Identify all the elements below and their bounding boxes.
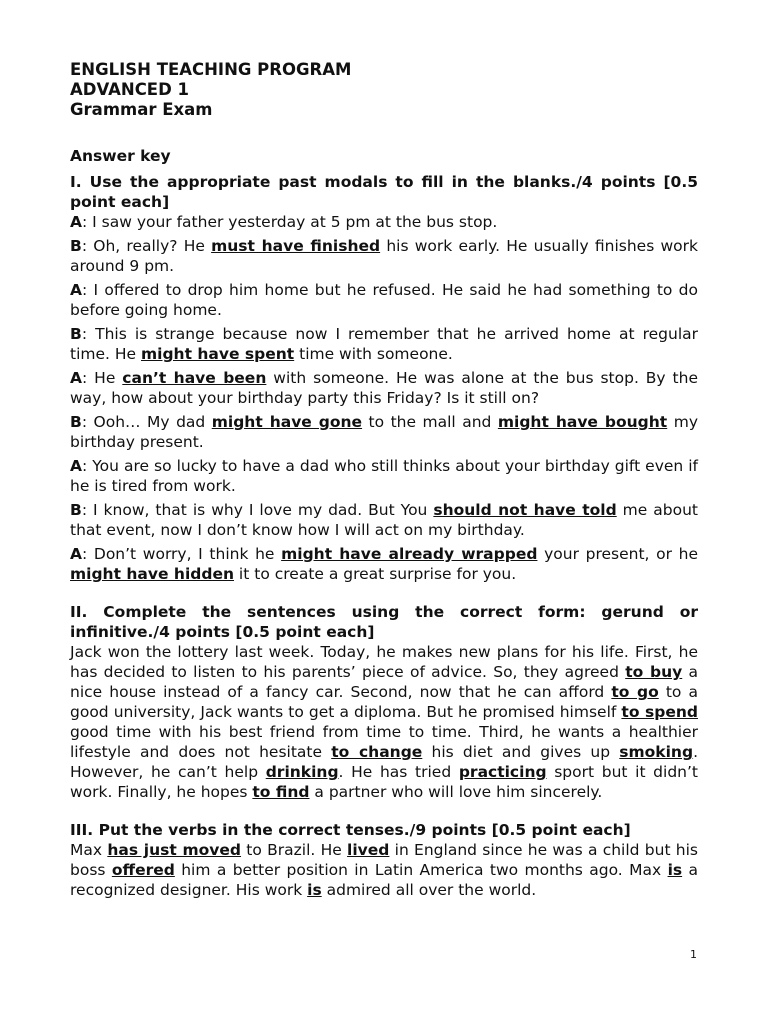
body-text: admired all over the world. — [321, 881, 537, 899]
answer-text: can’t have been — [122, 369, 267, 387]
body-text: : He — [82, 369, 123, 387]
text-paragraph — [70, 412, 698, 452]
speaker-label: B — [70, 413, 82, 431]
answer-text: is — [307, 881, 322, 899]
section-title: II. Complete the sentences using the correct form: gerund or infinitive./4 points [0.5 point each] — [70, 603, 698, 641]
text-paragraph — [70, 840, 698, 900]
body-text: : I saw your father yesterday at 5 pm at the bus stop. — [82, 213, 498, 231]
text-paragraph — [70, 212, 698, 232]
body-text: it to create a great surprise for you. — [234, 565, 517, 583]
body-text: . He has tried — [338, 763, 459, 781]
section-title: I. Use the appropriate past modals to fill in the blanks./4 points [0.5 point each] — [70, 173, 698, 211]
body-text: his work early. He usually finishes work around 9 pm. — [70, 237, 698, 275]
answer-text: practicing — [458, 763, 547, 781]
speaker-label: A — [70, 281, 82, 299]
program-title: ENGLISH TEACHING PROGRAM — [70, 60, 352, 79]
body-text: Jack won the lottery last week. Today, he makes new plans for his life. First, he has decided to listen to his parents’ piece of advice. So, they agreed — [70, 643, 698, 681]
body-text: Max — [70, 841, 108, 859]
text-paragraph — [70, 456, 698, 496]
body-text: with someone. He was alone at the bus stop. By the way, how about your birthday party this Friday? Is it still on? — [70, 369, 698, 407]
answer-text: might have hidden — [70, 565, 234, 583]
answer-text: to find — [252, 783, 310, 801]
answer-key-heading: Answer key — [70, 147, 171, 165]
body-text: a partner who will love him sincerely. — [309, 783, 603, 801]
body-text: to the mall and — [362, 413, 498, 431]
speaker-label: A — [70, 545, 82, 563]
body-text: sport but it didn’t work. Finally, he hopes — [70, 763, 698, 801]
speaker-label: A — [70, 369, 82, 387]
body-text: him a better position in Latin America two months ago. Max — [174, 861, 668, 879]
body-text: : I offered to drop him home but he refused. He said he had something to do before going home. — [70, 281, 698, 319]
answer-text: might have spent — [141, 345, 295, 363]
answer-text: drinking — [265, 763, 339, 781]
dialogue-lines — [70, 212, 698, 584]
body-text: : Oh, really? He — [81, 237, 212, 255]
section-title: III. Put the verbs in the correct tenses./9 points [0.5 point each] — [70, 821, 631, 839]
text-paragraph — [70, 544, 698, 584]
answer-text: might have gone — [211, 413, 363, 431]
body-text: to a good university, Jack wants to get a diploma. But he promised himself — [70, 683, 698, 721]
text-paragraph — [70, 236, 698, 276]
paragraph-lines — [70, 642, 698, 802]
body-text: my birthday present. — [70, 413, 698, 451]
body-text: a nice house instead of a fancy car. Second, now that he can afford — [70, 663, 698, 701]
answer-text: has just moved — [107, 841, 242, 859]
body-text: me about that event, now I don’t know how I will act on my birthday. — [70, 501, 698, 539]
body-text: your present, or he — [537, 545, 698, 563]
answer-text: is — [667, 861, 683, 879]
speaker-label: B — [70, 325, 82, 343]
speaker-label: B — [70, 501, 82, 519]
body-text: : I know, that is why I love my dad. But You — [81, 501, 434, 519]
body-text: . However, he can’t help — [70, 743, 698, 781]
section-verb-tenses — [70, 820, 698, 900]
level-title: ADVANCED 1 — [70, 80, 189, 99]
body-text: in England since he was a child but his boss — [70, 841, 698, 879]
body-text: to Brazil. He — [241, 841, 348, 859]
answer-text: smoking — [619, 743, 694, 761]
text-paragraph — [70, 280, 698, 320]
answer-text: to buy — [625, 663, 683, 681]
section-gerund-infinitive — [70, 602, 698, 802]
body-text: : Don’t worry, I think he — [82, 545, 282, 563]
answer-text: might have already wrapped — [281, 545, 538, 563]
speaker-label: A — [70, 213, 82, 231]
body-text: : You are so lucky to have a dad who still thinks about your birthday gift even if he is tired from work. — [70, 457, 698, 495]
text-paragraph — [70, 642, 698, 802]
answer-text: should not have told — [433, 501, 617, 519]
exam-title: Grammar Exam — [70, 100, 213, 119]
body-text: : Ooh… My dad — [81, 413, 212, 431]
body-text: a recognized designer. His work — [70, 861, 698, 899]
answer-text: to change — [331, 743, 423, 761]
body-text: his diet and gives up — [422, 743, 620, 761]
answer-text: offered — [111, 861, 175, 879]
section-past-modals — [70, 172, 698, 584]
body-text: time with someone. — [294, 345, 453, 363]
speaker-label: A — [70, 457, 82, 475]
text-paragraph — [70, 324, 698, 364]
answer-text: to go — [611, 683, 659, 701]
body-text: good time with his best friend from time to time. Third, he wants a healthier lifestyle and does not hesitate — [70, 723, 698, 761]
text-paragraph — [70, 500, 698, 540]
paragraph-lines — [70, 840, 698, 900]
speaker-label: B — [70, 237, 82, 255]
text-paragraph — [70, 368, 698, 408]
answer-text: might have bought — [497, 413, 668, 431]
answer-text: must have finished — [211, 237, 381, 255]
answer-text: to spend — [621, 703, 698, 721]
body-text: : This is strange because now I remember that he arrived home at regular time. He — [70, 325, 698, 363]
answer-text: lived — [347, 841, 390, 859]
page-number: 1 — [690, 948, 697, 961]
